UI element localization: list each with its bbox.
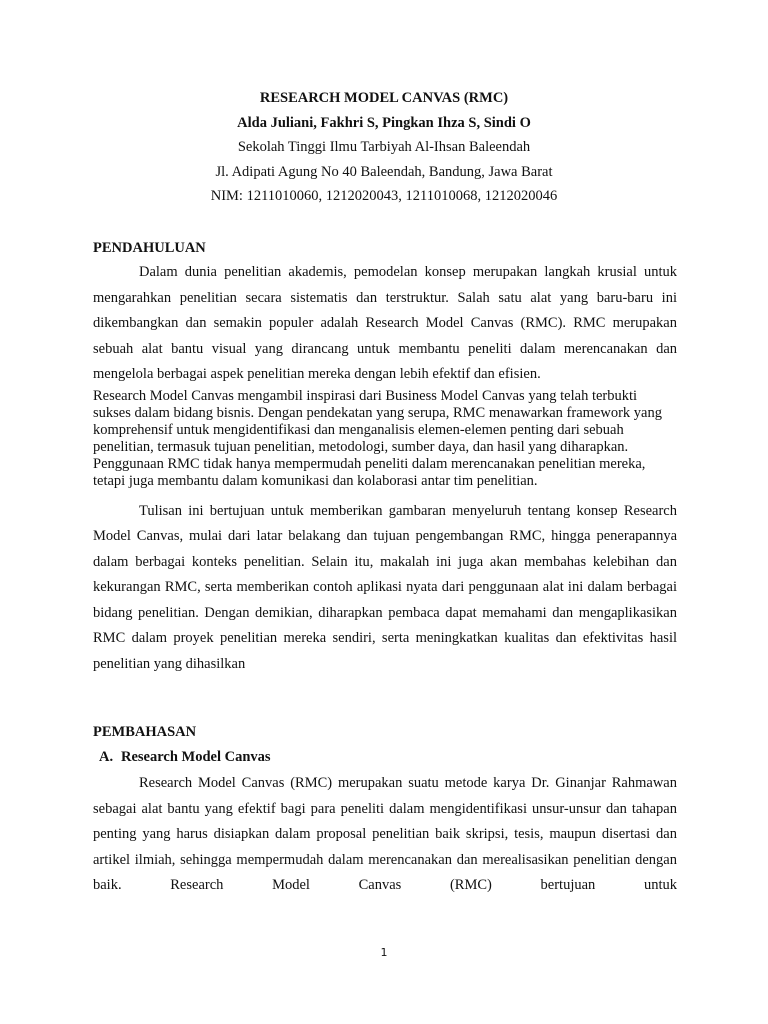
discussion-paragraph-1: Research Model Canvas (RMC) merupakan suatu metode karya Dr. Ginanjar Rahmawan sebagai alat bantu yang efektif bagi para peneliti dalam mengidentifikasi unsur-unsur dan tahapan penting yang harus disiapkan dalam proposal penelitian baik skripsi, tesis, maupun disertasi dan artikel ilmiah, sehingga mempermudah dalam merencanakan dan merealisasikan penelitian dengan baik. Research Model Canvas (RMC) bertujuan untuk (93, 775, 677, 893)
subsection-title: Research Model Canvas (121, 749, 271, 765)
paper-address: Jl. Adipati Agung No 40 Baleendah, Bandung, Jawa Barat (215, 163, 553, 180)
intro-paragraph-2: Research Model Canvas mengambil inspirasi dari Business Model Canvas yang telah terbukti sukses dalam bidang bisnis. Dengan pendekatan yang serupa, RMC menawarkan framework yang komprehensif untuk mengidentifikasi dan menganalisis elemen-elemen penting dari sebuah penelitian, termasuk tujuan penelitian, metodologi, sumber daya, dan hasil yang diharapkan. Penggunaan RMC tidak hanya mempermudah peneliti dalam merencanakan penelitian mereka, tetapi juga membantu dalam komunikasi dan kolaborasi antar tim penelitian. (93, 387, 662, 489)
section-heading-discussion: PEMBAHASAN (93, 724, 197, 740)
paper-header (0, 86, 768, 209)
intro-paragraph-3: Tulisan ini bertujuan untuk memberikan gambaran menyeluruh tentang konsep Research Model Canvas, mulai dari latar belakang dan tujuan pengembangan RMC, hingga penerapannya dalam berbagai konteks penelitian. Selain itu, makalah ini juga akan membahas kelebihan dan kekurangan RMC, serta memberikan contoh aplikasi nyata dari penggunaan alat ini dalam berbagai bidang penelitian. Dengan demikian, diharapkan pembaca dapat memahami dan mengaplikasikan RMC dalam proyek penelitian mereka sendiri, serta meningkatkan kualitas dan efektivitas hasil penelitian yang dihasilkan (93, 502, 677, 672)
section-heading-intro: PENDAHULUAN (93, 240, 206, 256)
paper-nim: NIM: 1211010060, 1212020043, 1211010068, 1212020046 (210, 188, 558, 204)
section-discussion (93, 722, 677, 899)
subsection-heading (93, 747, 677, 767)
paper-authors: Alda Juliani, Fakhri S, Pingkan Ihza S, Sindi O (237, 114, 531, 131)
section-intro (93, 238, 677, 677)
intro-paragraph-1: Dalam dunia penelitian akademis, pemodelan konsep merupakan langkah krusial untuk mengarahkan penelitian secara sistematis dan terstruktur. Salah satu alat yang baru-baru ini dikembangkan dan semakin populer adalah Research Model Canvas (RMC). RMC merupakan sebuah alat bantu visual yang dirancang untuk membantu peneliti dalam merencanakan dan mengelola berbagai aspek penelitian mereka dengan lebih efektif dan efisien. (93, 264, 677, 382)
subsection-number: A. (99, 749, 114, 765)
paper-title: RESEARCH MODEL CANVAS (RMC) (259, 90, 509, 106)
page-number: 1 (380, 946, 388, 959)
paper-institution: Sekolah Tinggi Ilmu Tarbiyah Al-Ihsan Baleendah (237, 139, 531, 155)
